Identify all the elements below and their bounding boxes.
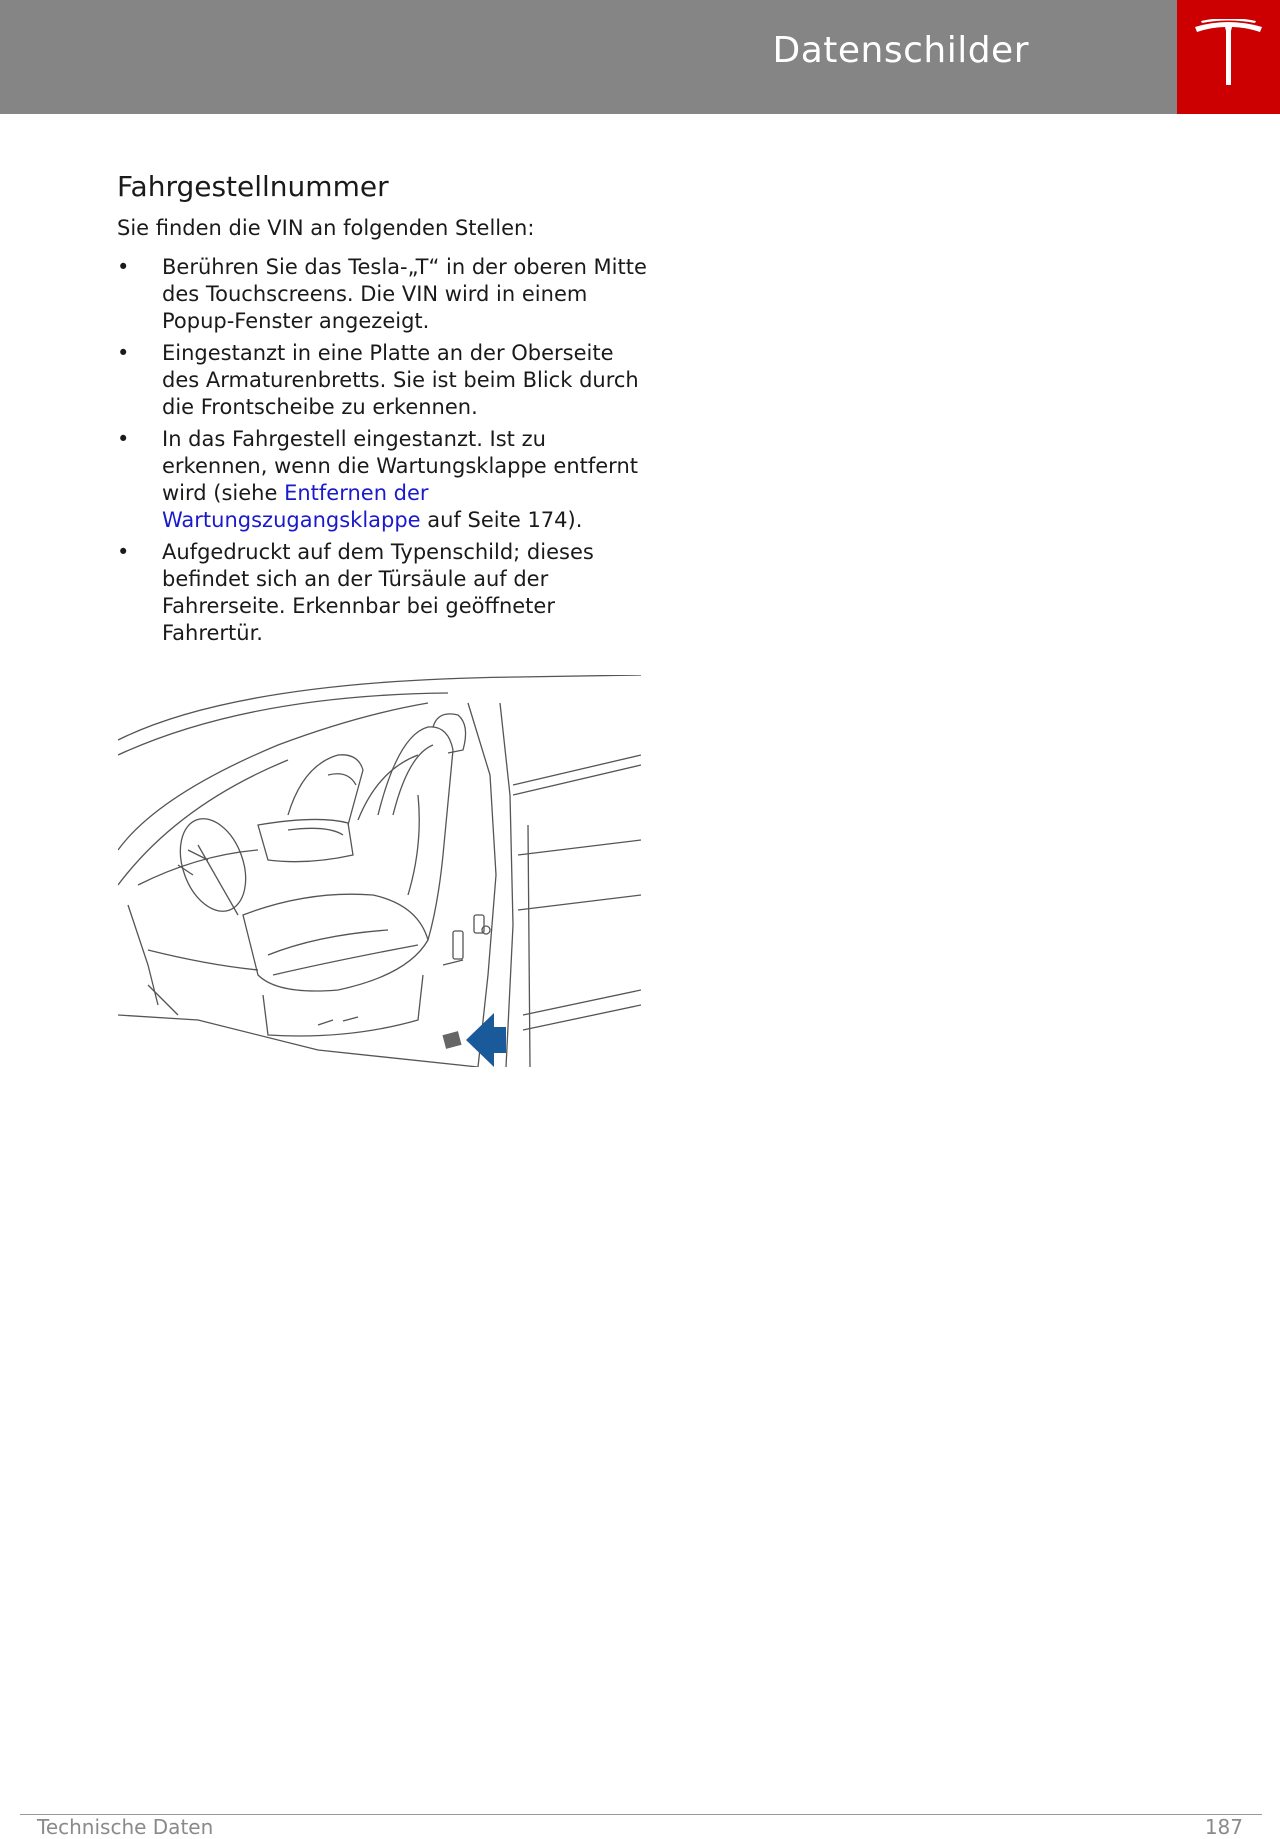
list-item: [117, 340, 647, 421]
intro-text: Sie finden die VIN an folgenden Stellen:: [117, 216, 535, 240]
list-item-text: Eingestanzt in eine Platte an der Oberseite des Armaturenbretts. Sie ist beim Blick durch die Frontscheibe zu erkennen.: [162, 341, 639, 419]
list-item: [117, 539, 647, 647]
footer-chapter: Technische Daten: [37, 1815, 214, 1839]
tesla-logo: [1177, 0, 1280, 114]
car-interior-door-pillar-illustration: [118, 675, 641, 1067]
page-number: 187: [1204, 1815, 1243, 1839]
bullet-icon: •: [117, 427, 130, 451]
pointer-arrow-icon: [466, 1013, 506, 1067]
location-list: [117, 254, 647, 647]
bullet-icon: •: [117, 341, 130, 365]
list-item: [117, 254, 647, 335]
vin-location-figure: [118, 675, 641, 1067]
header-bar: [0, 0, 1177, 114]
service-panel-link[interactable]: Entfernen der Wartungszugangsklappe: [162, 481, 429, 532]
bullet-icon: •: [117, 540, 130, 564]
list-item-text: Berühren Sie das Tesla-„T“ in der oberen Mitte des Touchscreens. Die VIN wird in einem Popup-Fenster angezeigt.: [162, 255, 647, 333]
tesla-t-logo-icon: [1191, 19, 1266, 85]
main-content: [117, 170, 647, 652]
page-title: Datenschilder: [772, 30, 1029, 71]
section-title: Fahrgestellnummer: [117, 170, 389, 203]
bullet-icon: •: [117, 255, 130, 279]
list-item-text: Aufgedruckt auf dem Typenschild; dieses befindet sich an der Türsäule auf der Fahrerseite. Erkennbar bei geöffneter Fahrertür.: [162, 540, 594, 645]
list-item: [117, 426, 647, 534]
list-item-text-after: auf Seite 174).: [420, 508, 583, 532]
list-item-text-before: In das Fahrgestell eingestanzt. Ist zu erkennen, wenn die Wartungsklappe entfernt wird (siehe: [162, 427, 638, 505]
